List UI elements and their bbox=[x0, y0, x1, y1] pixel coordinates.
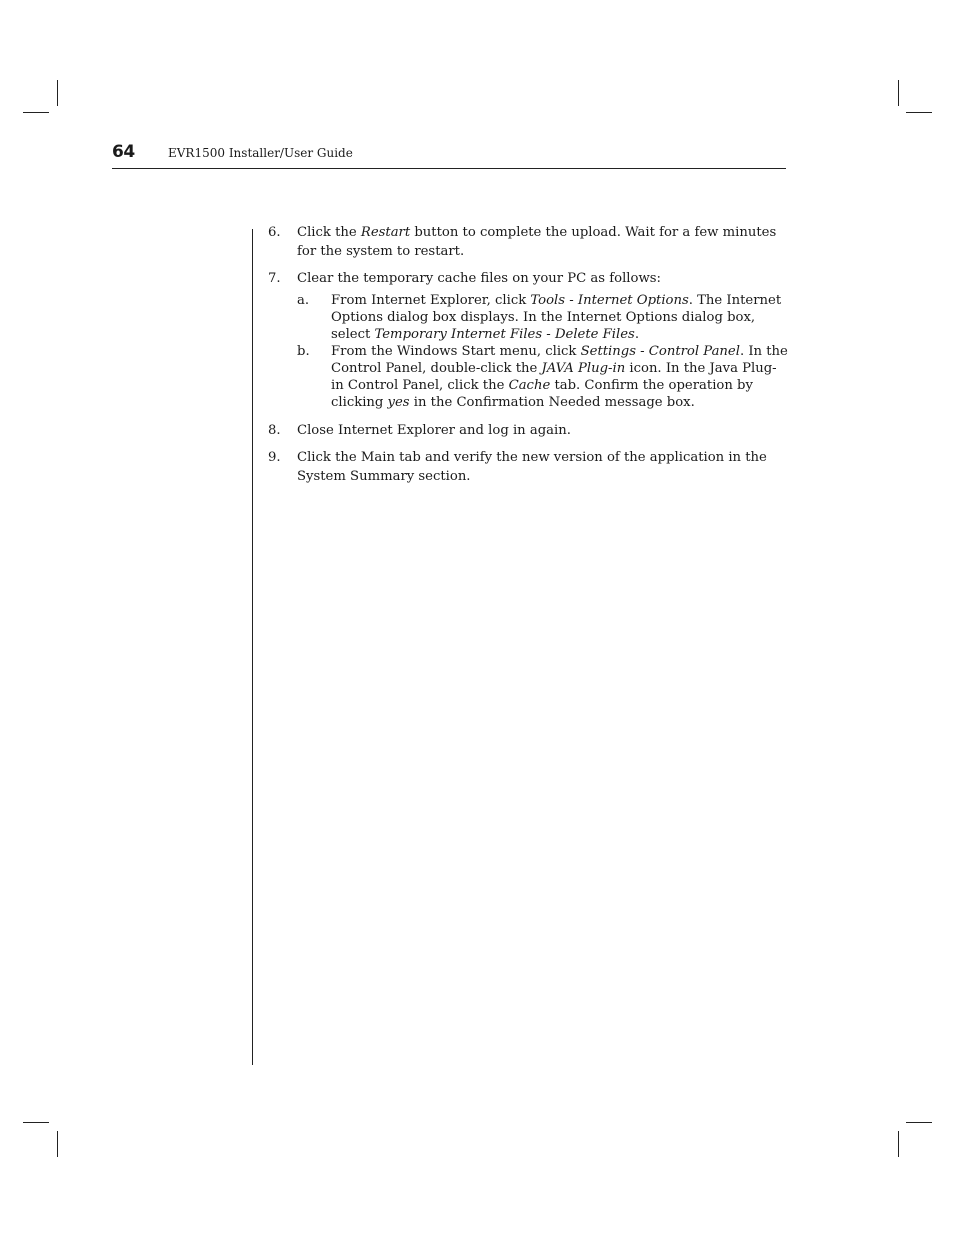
substep-a bbox=[297, 292, 788, 343]
crop-mark-bottom-right-vertical bbox=[898, 1131, 899, 1157]
step-number: 6. bbox=[268, 225, 281, 240]
step-text: Close Internet Explorer and log in again. bbox=[297, 423, 571, 438]
restart-button-reference: Restart bbox=[360, 225, 411, 240]
crop-mark-bottom-right-horizontal bbox=[906, 1122, 932, 1123]
document-title: EVR1500 Installer/User Guide bbox=[168, 146, 353, 160]
step-text: Click the Restart button to complete the upload. Wait for a few minutes for the system to restart. bbox=[297, 225, 777, 259]
crop-mark-bottom-left-vertical bbox=[57, 1131, 58, 1157]
substep-text: From the Windows Start menu, click Settings - Control Panel. In the Control Panel, double-click the JAVA Plug-in icon. In the Java Plug-in Control Panel, click the Cache tab. Confirm the operation by clicking yes in the Confirmation Needed message box. bbox=[331, 344, 788, 410]
page-number: 64 bbox=[112, 142, 135, 162]
crop-mark-top-left-horizontal bbox=[23, 112, 49, 113]
margin-rule bbox=[252, 229, 253, 1065]
running-header bbox=[112, 140, 786, 168]
crop-mark-top-right-vertical bbox=[898, 80, 899, 106]
substep-letter: b. bbox=[297, 344, 310, 359]
step-8 bbox=[268, 421, 788, 440]
step-6 bbox=[268, 223, 788, 261]
substep-b bbox=[297, 343, 788, 411]
step-number: 8. bbox=[268, 423, 281, 438]
step-9 bbox=[268, 448, 788, 486]
step-number: 7. bbox=[268, 271, 281, 286]
crop-mark-top-right-horizontal bbox=[906, 112, 932, 113]
step-number: 9. bbox=[268, 450, 281, 465]
crop-mark-bottom-left-horizontal bbox=[23, 1122, 49, 1123]
substep-text: From Internet Explorer, click Tools - Internet Options. The Internet Options dialog box displays. In the Internet Options dialog box, select Temporary Internet Files - Delete Files. bbox=[331, 293, 782, 342]
substep-letter: a. bbox=[297, 293, 310, 308]
crop-mark-top-left-vertical bbox=[57, 80, 58, 106]
substep-list bbox=[297, 292, 788, 411]
procedure-list bbox=[268, 223, 788, 494]
step-7 bbox=[268, 269, 788, 411]
step-text: Click the Main tab and verify the new version of the application in the System Summary section. bbox=[297, 450, 767, 484]
header-rule bbox=[112, 168, 786, 169]
step-text: Clear the temporary cache files on your PC as follows: bbox=[297, 271, 661, 286]
